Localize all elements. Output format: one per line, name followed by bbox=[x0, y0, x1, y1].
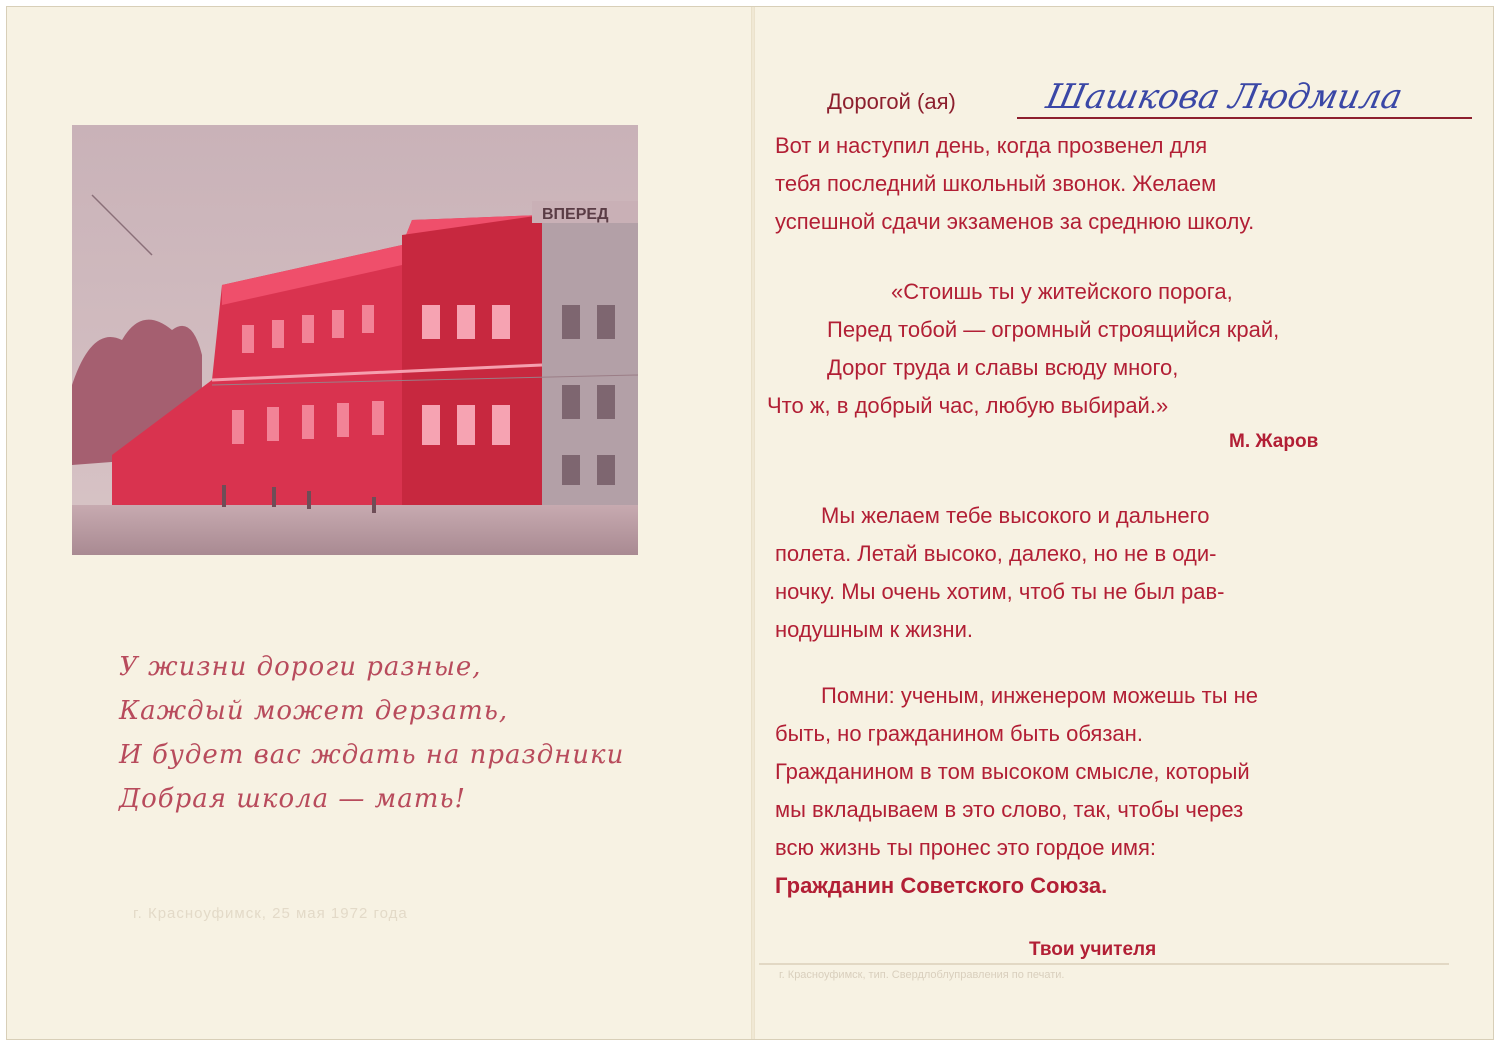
left-poem-line: У жизни дороги разные, bbox=[119, 652, 482, 682]
greeting-label: Дорогой (ая) bbox=[827, 89, 956, 114]
paragraph-line-text: успешной сдачи экзаменов за среднюю школу. bbox=[775, 209, 1255, 234]
signature-teachers: Твои учителя bbox=[1029, 939, 1157, 960]
verse-line: «Стоишь ты у житейского порога, bbox=[891, 279, 1233, 304]
greeting-card bbox=[6, 6, 1494, 1040]
paragraph-line bbox=[775, 127, 1425, 165]
paragraph-line: всю жизнь ты пронес это гордое имя: bbox=[775, 835, 1157, 860]
paragraph-line-text: тебя последний школьный звонок. Желаем bbox=[775, 171, 1217, 196]
paragraph-line bbox=[775, 203, 1425, 241]
paragraph-citizen bbox=[775, 677, 1425, 905]
paragraph-line: мы вкладываем в это слово, так, чтобы через bbox=[775, 797, 1244, 822]
center-fold bbox=[751, 7, 755, 1039]
paragraph-wishes bbox=[775, 497, 1425, 649]
paragraph-line: быть, но гражданином быть обязан. bbox=[775, 721, 1143, 746]
bottom-rule bbox=[759, 963, 1449, 965]
paragraph-intro bbox=[775, 127, 1425, 241]
left-poem-line: Каждый может дерзать, bbox=[119, 696, 509, 726]
paragraph-line: Мы желаем тебе высокого и дальнего bbox=[821, 503, 1210, 528]
paragraph-line: Помни: ученым, инженером можешь ты не bbox=[821, 683, 1259, 708]
verse-line: Перед тобой — огромный строящийся край, bbox=[827, 317, 1280, 342]
name-underline bbox=[1017, 117, 1472, 119]
paragraph-line: полета. Летай высоко, далеко, но не в оди- bbox=[775, 541, 1217, 566]
left-poem bbox=[119, 645, 679, 821]
left-poem-line: И будет вас ждать на праздники bbox=[119, 740, 625, 770]
verse-author: М. Жаров bbox=[1229, 431, 1319, 452]
paragraph-line bbox=[775, 165, 1425, 203]
verse-line: Дорог труда и славы всюду много, bbox=[827, 355, 1179, 380]
recipient-name: Шашкова Людмила bbox=[1042, 77, 1407, 117]
right-imprint: г. Красноуфимск, тип. Свердлоблуправления по печати. bbox=[779, 969, 1065, 981]
left-poem-line: Добрая школа — мать! bbox=[119, 784, 466, 814]
verse-quote bbox=[767, 273, 1427, 425]
photo-sign-text: ВПЕРЕД bbox=[542, 206, 609, 223]
paragraph-line: нодушным к жизни. bbox=[775, 617, 973, 642]
school-photo bbox=[72, 125, 638, 555]
verse-line: Что ж, в добрый час, любую выбирай.» bbox=[767, 393, 1169, 418]
paragraph-line: Гражданином в том высоком смысле, который bbox=[775, 759, 1250, 784]
paragraph-line-bold: Гражданин Советского Союза. bbox=[775, 873, 1108, 898]
paragraph-line: ночку. Мы очень хотим, чтоб ты не был рав- bbox=[775, 579, 1225, 604]
paragraph-line-text: Вот и наступил день, когда прозвенел для bbox=[775, 133, 1208, 158]
left-imprint: г. Красноуфимск, 25 мая 1972 года bbox=[133, 905, 408, 922]
